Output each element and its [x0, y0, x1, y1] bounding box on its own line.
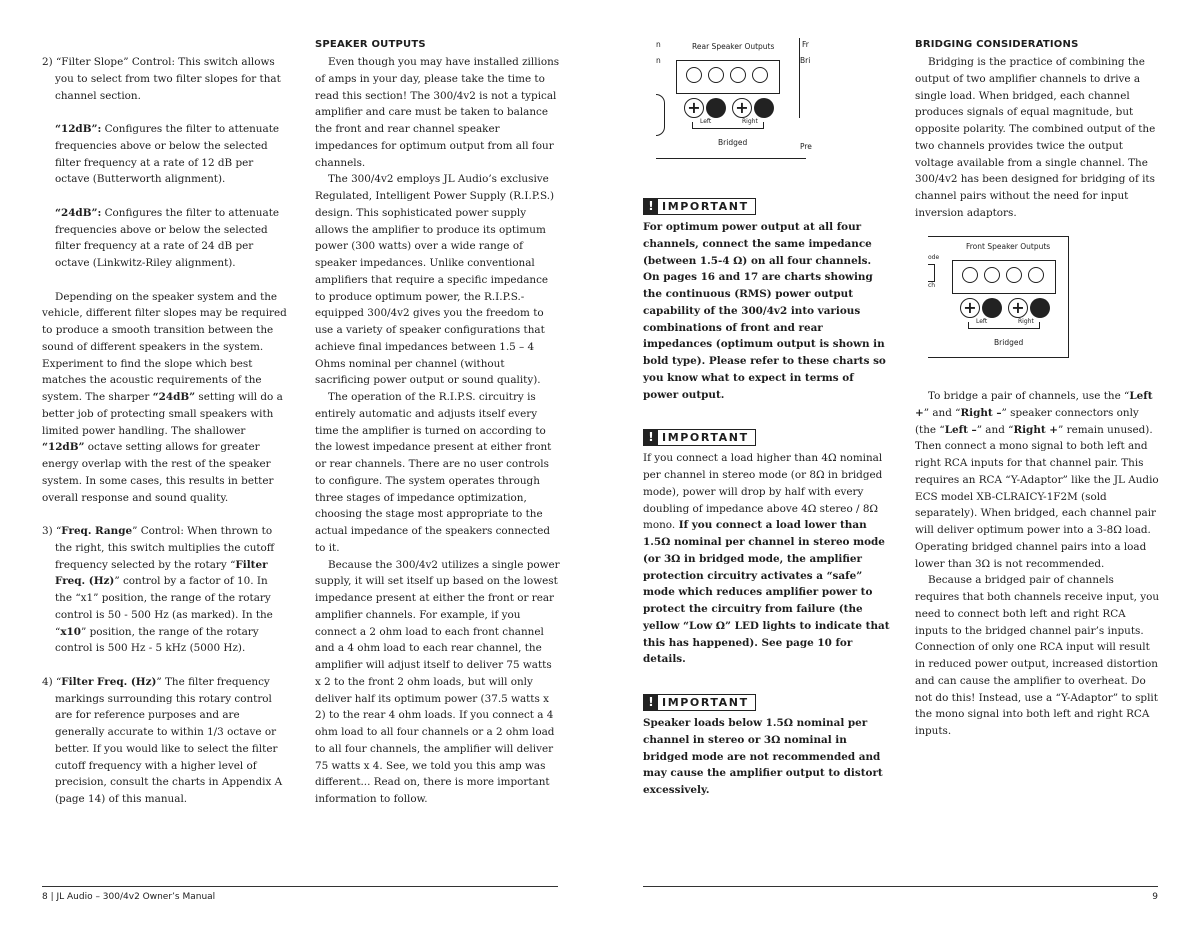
- left-page-footer: [42, 886, 558, 902]
- filter-freq-item: 4) “Filter Freq. (Hz)” The filter frequency markings surrounding this rotary control are for reference purposes and are generally accurate to within 1/3 octave or better. If you would like to select the filter cutoff frequency with a higher level of precision, consult the charts in Appendix A (page 14) of this manual.: [42, 675, 283, 805]
- speaker-outputs-p4: Because the 300/4v2 utilizes a single power supply, it will set itself up based on the lowest impedance present at either the front or rear amplifier channels. For example, if you connect a 2 ohm load to each front channel and a 4 ohm load to each rear channel, the amplifier will adjust itself to deliver 75 watts x 2 to the front 2 ohm loads, but will only deliver half its optimum power (37.5 watts x 2) to the rear 4 ohm loads. If you connect a 4 ohm load to all four channels or a 2 ohm load to all four channels, the amplifier will deliver 75 watts x 4. See, we told you this amp was different... Read on, there is more important information to follow.: [315, 558, 560, 805]
- freq-range-item: 3) “Freq. Range” Control: When thrown to the right, this switch multiplies the cutoff frequency selected by the rotary “Filter Freq. (Hz)” control by a factor of 10. In the “x1” position, the range of the rotary control is 50 - 500 Hz (as marked). In the “x10” position, the range of the rotary control is 500 Hz - 5 kHz (5000 Hz).: [42, 525, 275, 655]
- right-page-footer: [643, 886, 1158, 902]
- 12db-text: Configures the filter to attenuate frequencies above or below the selected filter frequency at a rate of 12 dB per octave (Butterworth alignment).: [55, 123, 280, 186]
- speaker-outputs-p2: The 300/4v2 employs JL Audio’s exclusive Regulated, Intelligent Power Supply (R.I.P.S.) design. This sophisticated power supply allows the amplifier to produce its optimum power (300 watts) over a wide range of speaker impedances. Unlike conventional amplifiers that require a specific impedance to produce optimum power, the R.I.P.S.-equipped 300/4v2 gives you the freedom to use a variety of speaker configurations that achieve final impedances between 1.5 – 4 Ohms nominal per channel (without sacrificing power output or sound quality).: [315, 173, 555, 387]
- filter-slope-item: [42, 54, 287, 104]
- rear-edge-label-2: n: [656, 56, 661, 65]
- 24db-text: Configures the filter to attenuate frequencies above or below the selected filter frequency at a rate of 24 dB per octave (Linkwitz-Riley alignment).: [55, 206, 280, 269]
- important-notice-1: For optimum power output at all four channels, connect the same impedance (between 1.5-4 Ω) on all four channels. On pages 16 and 17 are charts showing the continuous (RMS) power output capability of the 300/4v2 into various combinations of front and rear impedances (optimum output is shown in bold type). Please refer to these charts so you know what to expect in terms of power output.: [643, 221, 886, 401]
- bridging-heading: BRIDGING CONSIDERATIONS: [915, 39, 1079, 50]
- warning-icon: !: [644, 199, 658, 214]
- front-speaker-outputs-diagram: ode ch Front Speaker Outputs + + Left Right Bridged: [928, 236, 1070, 358]
- 24db-option: [42, 205, 287, 272]
- speaker-outputs-p3: The operation of the R.I.P.S. circuitry is entirely automatic and adjusts itself every time the amplifier is turned on according to the lowest impedance present at either front or rear channels. There are no user controls to configure. The system operates through three stages of impedance optimization, choosing the stage most appropriate to the actual impedance of the speakers connected to it.: [315, 391, 552, 554]
- front-panel-title: Front Speaker Outputs: [966, 242, 1051, 251]
- important-notice-2: If you connect a load higher than 4Ω nominal per channel in stereo mode (or 8Ω in bridged mode), power will drop by half with every doubling of impedance above 4Ω stereo / 8Ω mono. If you connect a load lower than 1.5Ω nominal per channel in stereo mode (or 3Ω in bridged mode, the amplifier protection circuitry activates a “safe” mode which reduces amplifier power to protect the circuitry from failure (the yellow “Low Ω” LED lights to indicate that this has happened). See page 10 for details.: [643, 452, 890, 666]
- right-page-column-2: [915, 38, 1160, 222]
- left-page-column-1: [42, 54, 287, 808]
- rear-left-label: Left: [700, 118, 712, 125]
- warning-icon: !: [644, 430, 658, 445]
- filter-slope-heading: 2) “Filter Slope” Control:: [42, 56, 175, 68]
- important-badge-3: ! IMPORTANT: [643, 694, 756, 711]
- front-edge-label-1: ode: [928, 254, 940, 261]
- bridging-p1: Bridging is the practice of combining the output of two amplifier channels to drive a single load. When bridged, each channel produces signals of equal magnitude, but opposite polarity. The combined output of the two channels provides twice the output voltage available from a single channel. The 300/4v2 has been designed for bridging of its channel pairs without the need for input inversion adaptors.: [915, 56, 1156, 219]
- right-footer-page-number: 9: [1152, 892, 1158, 902]
- rear-edge-label-3: Fr: [802, 40, 809, 49]
- front-left-label: Left: [976, 318, 988, 325]
- filter-slope-text: This switch allows you to select from two filter slopes for that channel section.: [55, 56, 281, 102]
- warning-icon: !: [644, 695, 658, 710]
- rear-edge-label-5: Pre: [800, 142, 812, 151]
- bridging-p2: To bridge a pair of channels, use the “Left +” and “Right –” speaker connectors only (the “Left –” and “Right +” remain unused). Then connect a mono signal to both left and right RCA inputs for that channel pair. This requires an RCA “Y-Adaptor” like the JL Audio ECS model XB-CLRAICY-1F2M (sold separately). When bridged, each channel pair will deliver optimum power into a 3-8Ω load. Operating bridged channel pairs into a load lower than 3Ω is not recommended.: [915, 390, 1159, 570]
- rear-panel-title: Rear Speaker Outputs: [692, 42, 775, 51]
- filter-slope-discussion: Depending on the speaker system and the vehicle, different filter slopes may be required to produce a smooth transition between the sound of different speakers in the system. Experiment to find the slope which best matches the acoustic requirements of the system. The sharper “24dB” setting will do a better job of protecting small speakers with limited power handling. The shallower “12dB” octave setting allows for greater energy overlap with the rest of the speaker system. In some cases, this results in better overall response and sound quality.: [42, 290, 287, 504]
- rear-edge-label-1: n: [656, 40, 661, 49]
- rear-edge-label-4: Bri: [800, 56, 811, 65]
- 12db-option: [42, 121, 287, 188]
- front-bridged-label: Bridged: [994, 338, 1024, 347]
- 12db-label: “12dB”:: [55, 123, 102, 135]
- 24db-label: “24dB”:: [55, 206, 102, 219]
- bridging-p3: Because a bridged pair of channels requires that both channels receive input, you need to connect both left and right RCA inputs to the bridged channel pair’s inputs. Connection of only one RCA input will result in reduced power output, increased distortion and can cause the amplifier to overheat. Do not do this! Instead, use a “Y-Adaptor” to split the mono signal into both left and right RCA inputs.: [915, 574, 1160, 737]
- important-badge-1: ! IMPORTANT: [643, 198, 756, 215]
- right-page-column-2-continued: [915, 388, 1160, 740]
- important-notice-3: Speaker loads below 1.5Ω nominal per channel in stereo or 3Ω nominal in bridged mode are not recommended and may cause the amplifier output to distort excessively.: [643, 717, 883, 796]
- important-badge-2: ! IMPORTANT: [643, 429, 756, 446]
- right-page-column-1: [643, 198, 891, 799]
- front-right-label: Right: [1018, 318, 1034, 325]
- left-page-column-2: [315, 38, 560, 808]
- rear-bridged-label: Bridged: [718, 138, 748, 147]
- speaker-outputs-p1: Even though you may have installed zillions of amps in your day, please take the time to read this section! The 300/4v2 is not a typical amplifier and care must be taken to balance the front and rear channel speaker impedances for optimum output from all four channels.: [315, 56, 560, 169]
- speaker-outputs-heading: SPEAKER OUTPUTS: [315, 39, 426, 50]
- rear-right-label: Right: [742, 118, 758, 125]
- left-footer-text: 8 | JL Audio – 300/4v2 Owner’s Manual: [42, 892, 216, 902]
- front-edge-label-2: ch: [928, 282, 936, 289]
- rear-speaker-outputs-diagram: n n Fr Bri Pre Rear Speaker Outputs + + Left Right Bridged: [656, 38, 806, 158]
